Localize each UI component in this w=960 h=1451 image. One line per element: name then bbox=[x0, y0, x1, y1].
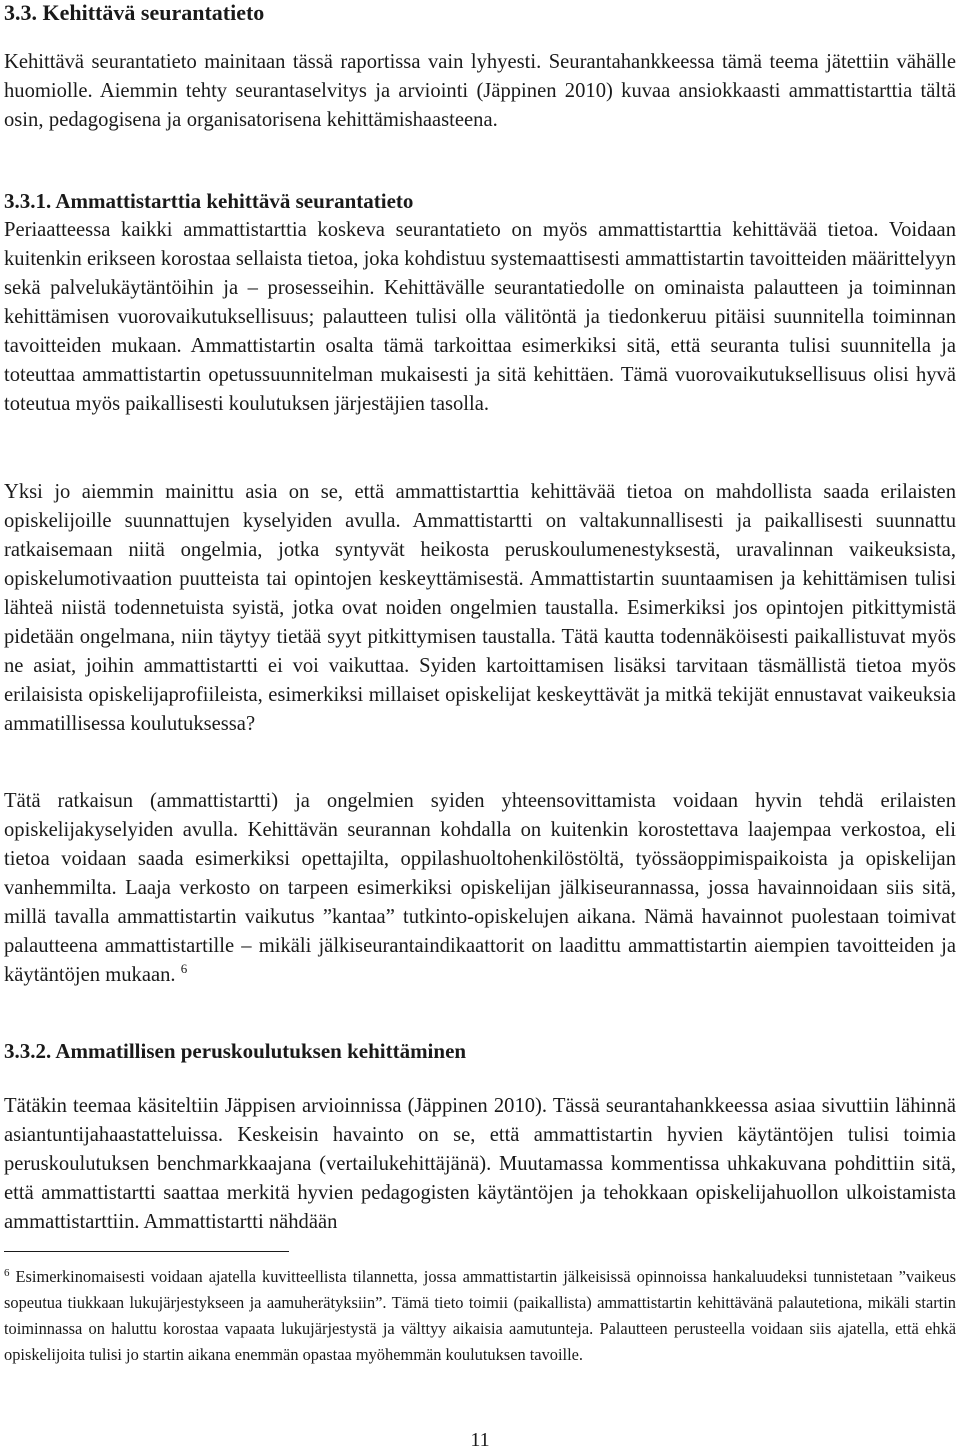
body-paragraph-3-text: Tätä ratkaisun (ammattistartti) ja ongelmien syiden yhteensovittamista voidaan hyvin tehdä erilaisten opiskelijakyselyiden avulla. Kehittävän seurannan kohdalla on kuitenkin korostettava laajempaa verkostoa, eli tietoa voidaan saada esimerkiksi opettajilta, oppilashuoltohenkilöstöltä, työssäoppimispaikoista ja opiskelijan vanhemmilta. Laaja verkosto on tarpeen esimerkiksi opiskelijan jälkiseurannassa, jossa havainnoidaan siis sitä, millä tavalla ammattistartin vaikutus ”kantaa” tutkinto-opiskelujen aikana. Nämä havainnot puolestaan toimivat palautteena ammattistartille – mikäli jälkiseurantaindikaattorit on laadittu ammattistartin aiempien tavoitteiden ja käytäntöjen mukaan. bbox=[4, 790, 956, 986]
body-paragraph-1: Periaatteessa kaikki ammattistarttia koskeva seurantatieto on myös ammattistarttia kehittävää tietoa. Voidaan kuitenkin erikseen korostaa sellaista tietoa, joka kohdistuu systemaattisesti ammattistartin tavoitteiden määrittelyyn sekä palvelukäytäntöihin ja – prosesseihin. Kehittävälle seurantatiedolle on ominaista palautteen ja toiminnan kehittämisen vuorovaikutuksellisuus; palautteen tulisi olla välitöntä ja tiedonkeruu pitäisi suunnitella toiminnan tavoitteiden mukaan. Ammattistartin osalta tämä tarkoittaa esimerkiksi sitä, että seuranta tulisi suunnitella ja toteuttaa ammattistartin opetussuunnitelman mukaisesti ja sitä kehittäen. Tämä vuorovaikutuksellisuus olisi hyvä toteutua myös paikallisesti koulutuksen järjestäjien tasolla. bbox=[4, 219, 956, 415]
body-paragraph-2: Yksi jo aiemmin mainittu asia on se, että ammattistarttia kehittävää tietoa on mahdollista saada erilaisten opiskelijoille suunnattujen kyselyiden avulla. Ammattistartti on valtakunnallisesti ja paikallisesti suunnattu ratkaisemaan niitä ongelmia, jotka syntyvät heikosta peruskoulumenestyksestä, uravalinnan vaikeuksista, opiskelumotivaation puutteista tai opintojen keskeyttämisestä. Ammattistartin suuntaamisen ja kehittämisen tulisi lähteä niistä todennetuista syistä, jotka ovat noiden ongelmien taustalla. Esimerkiksi jos opintojen pitkittymistä pidetään ongelmana, niin täytyy tietää syyt pitkittymisen taustalla. Tätä kautta todennäköisesti paikallistuvat myös ne asiat, joihin ammattistartti ei voi vaikuttaa. Syiden kartoittamisen lisäksi tarvitaan täsmällistä tietoa myös erilaisista opiskelijaprofiileista, esimerkiksi millaiset opiskelijat keskeyttävät ja mitkä tekijät ennustavat vaikeuksia ammatillisessa koulutuksessa? bbox=[4, 481, 956, 735]
page-number: 11 bbox=[470, 1429, 490, 1451]
section-heading-3-3-1: 3.3.1. Ammattistarttia kehittävä seurantatieto bbox=[4, 189, 414, 213]
footnote bbox=[4, 1264, 956, 1368]
section-heading-3-3-2: 3.3.2. Ammatillisen peruskoulutuksen kehittäminen bbox=[4, 1039, 467, 1063]
intro-paragraph: Kehittävä seurantatieto mainitaan tässä raportissa vain lyhyesti. Seurantahankkeessa tämä teema jätettiin vähälle huomiolle. Aiemmin tehty seurantaselvitys ja arviointi (Jäppinen 2010) kuvaa ansiokkaasti ammattistarttia tältä osin, pedagogisena ja organisatorisena kehittämishaasteena. bbox=[4, 51, 956, 131]
footnote-divider bbox=[4, 1251, 289, 1252]
footnote-text: Esimerkinomaisesti voidaan ajatella kuvitteellista tilannetta, jossa ammattistartin jälkeisissä opinnoissa hankaluudeksi tunnistetaan ”vaikeus sopeutua tiukkaan lukujärjestykseen ja aamuherätyksiin”. Tämä tieto toimii (paikallista) ammattistartin kehittävänä palautetiona, mikäli startin toiminnassa on haluttu korostaa vapaata lukujärjestystä ja välttyy aikaisia aamutunteja. Palautteen perusteella voidaan siis ajatella, että ehkä opiskelijoita tulisi jo startin aikana enemmän opastaa myöhemmän koulutuksen tavoille. bbox=[4, 1267, 956, 1364]
body-paragraph-3 bbox=[4, 787, 956, 990]
footnote-number: 6 bbox=[4, 1267, 10, 1279]
body-paragraph-4: Tätäkin teemaa käsiteltiin Jäppisen arvioinnissa (Jäppinen 2010). Tässä seurantahankkeessa asiaa sivuttiin lähinnä asiantuntijahaastatteluissa. Keskeisin havainto on se, että ammattistartin hyvien käytäntöjen tulisi toimia peruskoulutuksen benchmarkkaajana (vertailukehittäjänä). Muutamassa kommentissa uhkakuvana pohdittiin sitä, että ammattistartti saattaa merkitä hyvien pedagogisten käytäntöjen ja tehokkaan opiskelijahuollon ulkoistamista ammattistarttiin. Ammattistartti nähdään bbox=[4, 1095, 956, 1233]
section-heading-3-3: 3.3. Kehittävä seurantatieto bbox=[4, 0, 265, 25]
footnote-reference[interactable]: 6 bbox=[180, 961, 188, 976]
